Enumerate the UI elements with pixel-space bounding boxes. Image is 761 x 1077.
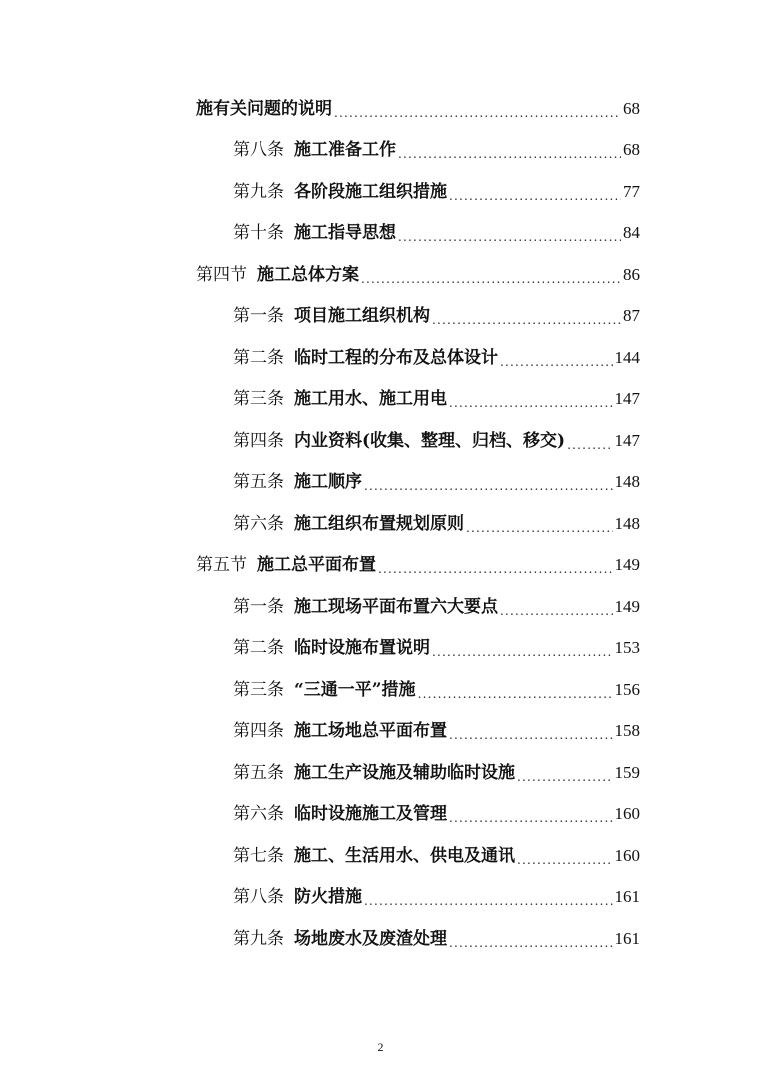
entry-number: 第八条	[233, 887, 284, 908]
toc-section-entry[interactable]	[0, 254, 640, 296]
entry-page-number: 149	[614, 555, 640, 575]
toc-section-entry[interactable]	[0, 545, 640, 587]
entry-number: 第四条	[233, 721, 284, 742]
dot-leader	[398, 144, 621, 164]
entry-page-number: 153	[614, 638, 640, 658]
entry-number: 第三条	[233, 389, 284, 410]
dot-leader	[500, 601, 613, 621]
toc-article-entry[interactable]	[0, 628, 640, 670]
entry-page-number: 77	[623, 181, 640, 201]
toc-article-entry[interactable]	[0, 130, 640, 172]
dot-leader	[449, 186, 621, 206]
entry-page-number: 149	[614, 596, 640, 616]
entry-title: 施工指导思想	[294, 223, 396, 244]
page-number: 2	[377, 1040, 384, 1054]
dot-leader	[517, 767, 613, 787]
entry-page-number: 68	[623, 98, 640, 118]
entry-title: 施工组织布置规划原则	[294, 513, 464, 534]
dot-leader	[449, 933, 613, 953]
dot-leader	[466, 518, 613, 538]
entry-title: 内业资料(收集、整理、归档、移交)	[294, 430, 566, 451]
dot-leader	[364, 476, 613, 496]
entry-number: 第十条	[233, 223, 284, 244]
entry-page-number: 147	[614, 430, 640, 450]
toc-article-entry[interactable]	[0, 794, 640, 836]
dot-leader	[334, 103, 621, 123]
entry-title: 场地废水及废渣处理	[294, 928, 447, 949]
entry-page-number: 156	[614, 679, 640, 699]
entry-title: 临时设施布置说明	[294, 638, 430, 659]
entry-page-number: 84	[623, 223, 640, 243]
entry-page-number: 68	[623, 140, 640, 160]
entry-number: 第五节	[196, 555, 247, 576]
entry-page-number: 160	[614, 845, 640, 865]
entry-page-number: 148	[614, 472, 640, 492]
dot-leader	[449, 808, 613, 828]
entry-page-number: 161	[614, 887, 640, 907]
entry-title: 施有关问题的说明	[196, 98, 332, 119]
dot-leader	[418, 684, 613, 704]
entry-number: 第一条	[233, 306, 284, 327]
entry-page-number: 86	[623, 264, 640, 284]
entry-title: 施工现场平面布置六大要点	[294, 596, 498, 617]
entry-title: 施工总平面布置	[257, 555, 376, 576]
entry-title: 施工顺序	[294, 472, 362, 493]
toc-article-entry[interactable]	[0, 877, 640, 919]
entry-page-number: 87	[623, 306, 640, 326]
toc-article-entry[interactable]	[0, 296, 640, 338]
entry-number: 第九条	[233, 928, 284, 949]
entry-title: 施工生产设施及辅助临时设施	[294, 762, 515, 783]
dot-leader	[378, 559, 613, 579]
toc-article-entry[interactable]	[0, 918, 640, 960]
dot-leader	[432, 310, 621, 330]
dot-leader	[500, 352, 613, 372]
toc-article-entry[interactable]	[0, 420, 640, 462]
entry-number: 第八条	[233, 140, 284, 161]
entry-number: 第七条	[233, 845, 284, 866]
entry-number: 第五条	[233, 762, 284, 783]
toc-article-entry[interactable]	[0, 669, 640, 711]
entry-number: 第四节	[196, 264, 247, 285]
entry-number: 第六条	[233, 513, 284, 534]
entry-number: 第二条	[233, 347, 284, 368]
dot-leader	[361, 269, 621, 289]
entry-number: 第九条	[233, 181, 284, 202]
dot-leader	[517, 850, 613, 870]
entry-page-number: 148	[614, 513, 640, 533]
toc-article-entry[interactable]	[0, 337, 640, 379]
toc-entry[interactable]	[0, 88, 640, 130]
toc-article-entry[interactable]	[0, 752, 640, 794]
entry-page-number: 160	[614, 804, 640, 824]
entry-title: 临时设施施工及管理	[294, 804, 447, 825]
entry-title: 防火措施	[294, 887, 362, 908]
entry-number: 第二条	[233, 638, 284, 659]
entry-title: 临时工程的分布及总体设计	[294, 347, 498, 368]
dot-leader	[364, 891, 613, 911]
toc-article-entry[interactable]	[0, 379, 640, 421]
entry-number: 第六条	[233, 804, 284, 825]
toc-article-entry[interactable]	[0, 835, 640, 877]
entry-title: 施工总体方案	[257, 264, 359, 285]
dot-leader	[449, 393, 613, 413]
dot-leader	[398, 227, 621, 247]
entry-title: 施工准备工作	[294, 140, 396, 161]
entry-title: “三通一平”措施	[294, 679, 416, 700]
entry-number: 第一条	[233, 596, 284, 617]
entry-title: 施工场地总平面布置	[294, 721, 447, 742]
entry-title: 各阶段施工组织措施	[294, 181, 447, 202]
entry-title: 施工用水、施工用电	[294, 389, 447, 410]
entry-number: 第三条	[233, 679, 284, 700]
dot-leader	[449, 725, 613, 745]
dot-leader	[432, 642, 613, 662]
entry-number: 第五条	[233, 472, 284, 493]
entry-page-number: 147	[614, 389, 640, 409]
entry-title: 施工、生活用水、供电及通讯	[294, 845, 515, 866]
toc-article-entry[interactable]	[0, 171, 640, 213]
toc-article-entry[interactable]	[0, 711, 640, 753]
dot-leader	[567, 435, 612, 455]
toc-article-entry[interactable]	[0, 462, 640, 504]
entry-page-number: 158	[614, 721, 640, 741]
entry-page-number: 161	[614, 928, 640, 948]
toc-article-entry[interactable]	[0, 503, 640, 545]
table-of-contents	[0, 88, 761, 960]
entry-page-number: 159	[614, 762, 640, 782]
toc-article-entry[interactable]	[0, 586, 640, 628]
entry-page-number: 144	[614, 347, 640, 367]
entry-title: 项目施工组织机构	[294, 306, 430, 327]
toc-article-entry[interactable]	[0, 213, 640, 255]
entry-number: 第四条	[233, 430, 284, 451]
